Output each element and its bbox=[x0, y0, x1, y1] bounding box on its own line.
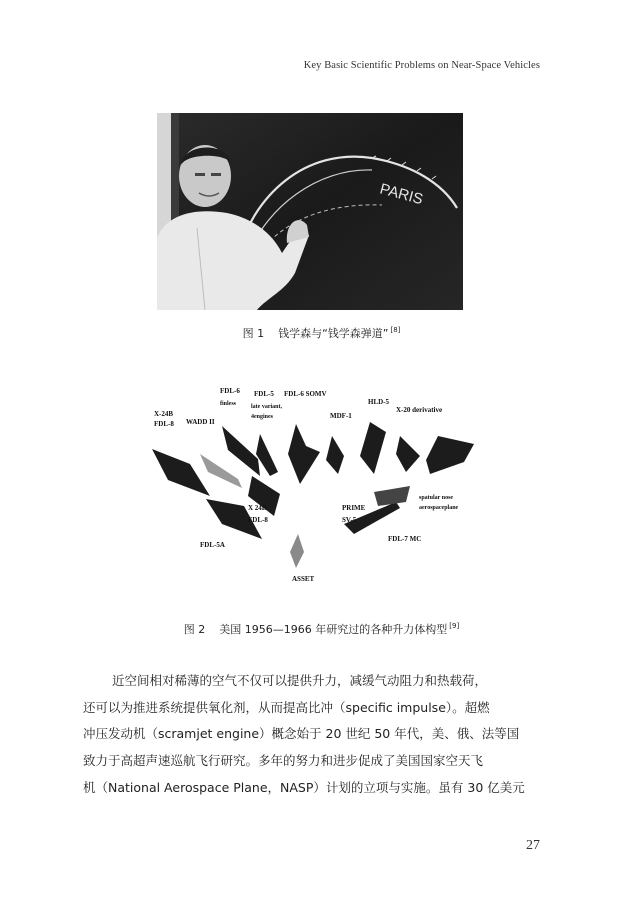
label-asset: ASSET bbox=[292, 575, 315, 583]
vehicle-wadd2 bbox=[200, 454, 242, 488]
label-fdl6-finless: FDL-6 bbox=[220, 387, 240, 395]
vehicle-mdf1 bbox=[326, 436, 344, 474]
vehicle-spatular bbox=[374, 486, 410, 506]
label-fdl8-2: FDL-8 bbox=[248, 516, 268, 524]
label-late-variant: late variant, bbox=[251, 404, 282, 410]
label-x20-derivative: X-20 derivative bbox=[396, 406, 443, 414]
page-number: 27 bbox=[526, 838, 540, 853]
body-paragraph bbox=[83, 668, 543, 801]
figure-2-ref: [9] bbox=[449, 622, 460, 631]
vehicle-fdl6-somv bbox=[288, 424, 320, 484]
label-prime: PRIME bbox=[342, 504, 366, 512]
figure-1-caption-text: 钱学森与“钱学森弹道” bbox=[278, 327, 389, 340]
label-4engines: 4engines bbox=[251, 414, 274, 420]
running-header: Key Basic Scientific Problems on Near-Space Vehicles bbox=[303, 60, 540, 71]
label-sv5: SV-5 bbox=[342, 516, 357, 524]
label-fdl8: FDL-8 bbox=[154, 420, 174, 428]
label-fdl5a: FDL-5A bbox=[200, 541, 225, 549]
figure-2-label: 图 2 bbox=[183, 623, 206, 636]
paragraph-line: 机（National Aerospace Plane，NASP）计划的立项与实施。虽有 30 亿美元 bbox=[83, 779, 525, 795]
vehicle-fdl5-late bbox=[256, 434, 278, 476]
figure-2-image bbox=[148, 384, 474, 586]
label-fdl6-somv: FDL-6 SOMV bbox=[284, 390, 327, 398]
vehicle-hld5 bbox=[360, 422, 386, 474]
paragraph-line: 还可以为推进系统提供氧化剂，从而提高比冲（specific impulse）。超燃 bbox=[83, 699, 490, 715]
label-wadd2: WADD II bbox=[186, 418, 215, 426]
chalk-text-paris: PARIS bbox=[377, 180, 425, 209]
figure-1-label: 图 1 bbox=[242, 327, 265, 340]
paragraph-line: 冲压发动机（scramjet engine）概念始于 20 世纪 50 年代，美、俄、法等国 bbox=[83, 726, 520, 742]
figure-2-caption bbox=[0, 621, 643, 637]
paragraph-line: 近空间相对稀薄的空气不仅可以提供升力，减缓气动阻力和热载荷， bbox=[112, 673, 488, 688]
paragraph-line: 致力于高超声速巡航飞行研究。多年的努力和进步促成了美国国家空天飞 bbox=[83, 753, 484, 769]
figure-1-photo bbox=[157, 113, 463, 310]
label-aerospaceplane: aerospaceplane bbox=[419, 505, 459, 511]
label-spatular-nose: spatular nose bbox=[419, 495, 454, 501]
vehicle-fdl6-finless bbox=[222, 426, 260, 476]
vehicle-asset bbox=[290, 534, 304, 568]
figure-2-caption-text: 美国 1956—1966 年研究过的各种升力体构型 bbox=[219, 623, 448, 636]
label-hld5: HLD-5 bbox=[368, 398, 389, 406]
figure-1-ref: [8] bbox=[390, 326, 401, 335]
label-finless: finless bbox=[220, 401, 237, 407]
label-x24b-2: X 24B bbox=[248, 504, 267, 512]
vehicle-x20-derivative bbox=[426, 436, 474, 474]
label-x24b: X-24B bbox=[154, 410, 174, 418]
label-fdl5: FDL-5 bbox=[254, 390, 274, 398]
label-fdl7mc: FDL-7 MC bbox=[388, 535, 422, 543]
label-mdf1: MDF-1 bbox=[330, 412, 352, 420]
figure-1-caption bbox=[0, 325, 643, 341]
vehicle-x20a bbox=[396, 436, 420, 472]
